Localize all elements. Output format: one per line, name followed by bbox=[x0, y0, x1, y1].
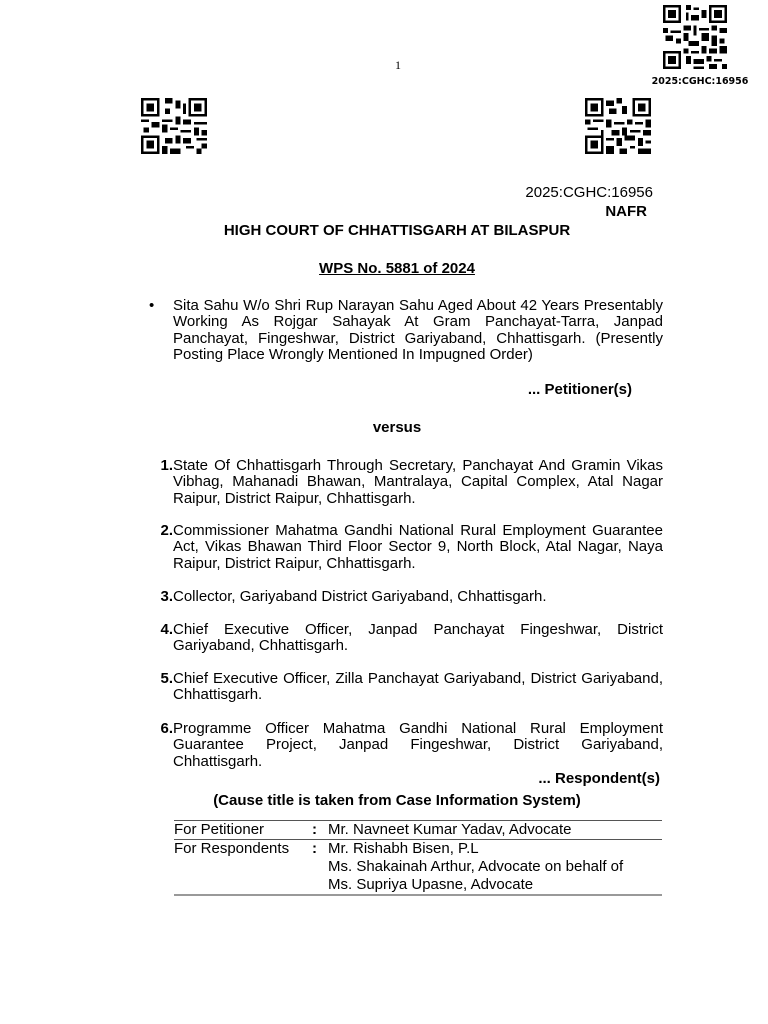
respondent-entry bbox=[145, 458, 663, 507]
item-number: 2. bbox=[160, 522, 173, 539]
respondent-text: Commissioner Mahatma Gandhi National Rural Employment Guarantee Act, Vikas Bhawan Third Floor Sector 9, North Block, Atal Nagar, Naya Raipur, District Raipur, Chhattisgarh. bbox=[173, 522, 663, 572]
respondent-text: Chief Executive Officer, Zilla Panchayat Gariyaband, District Gariyaband, Chhattisgarh. bbox=[173, 670, 663, 704]
petitioner-role: ... Petitioner(s) bbox=[527, 381, 632, 398]
respondent-entry bbox=[145, 589, 663, 605]
counsel-name: Mr. Navneet Kumar Yadav, Advocate bbox=[328, 821, 572, 838]
respondent-role: ... Respondent(s) bbox=[538, 770, 660, 787]
respondent-text: Collector, Gariyaband District Gariyaband, Chhattisgarh. bbox=[173, 588, 547, 605]
qr-code-left bbox=[141, 98, 207, 154]
respondent-entry bbox=[145, 721, 663, 770]
qr-code-right bbox=[585, 98, 651, 154]
counsel-name: Mr. Rishabh Bisen, P.L bbox=[328, 840, 479, 857]
court-title: HIGH COURT OF CHHATTISGARH AT BILASPUR bbox=[223, 222, 571, 239]
cause-title-note: (Cause title is taken from Case Information System) bbox=[213, 792, 581, 809]
qr-code-top-right bbox=[663, 5, 727, 69]
respondent-entry bbox=[145, 523, 663, 572]
neutral-citation-small: 2025:CGHC:16956 bbox=[651, 76, 749, 87]
counsel-colon: : bbox=[312, 821, 317, 838]
petitioner-text: Sita Sahu W/o Shri Rup Narayan Sahu Aged About 42 Years Presentably Working As Rojgar Sahayak At Gram Panchayat-Tarra, Janpad Panchayat, Fingeshwar, District Gariyaband, Chhattisgarh. (Presently Posting Place Wrongly Mentioned In Impugned Order) bbox=[173, 297, 663, 364]
respondent-text: Programme Officer Mahatma Gandhi National Rural Employment Guarantee Project, Janpad Fingeshwar, District Gariyaband, Chhattisgarh. bbox=[173, 720, 663, 770]
petitioner-entry bbox=[145, 298, 663, 364]
counsel-name: Ms. Shakainah Arthur, Advocate on behalf of bbox=[328, 858, 624, 875]
counsel-name: Ms. Supriya Upasne, Advocate bbox=[328, 876, 534, 893]
nafr-label: NAFR bbox=[605, 203, 647, 220]
counsel-names bbox=[328, 821, 662, 839]
respondent-text: Chief Executive Officer, Janpad Panchayat Fingeshwar, District Gariyaband, Chhattisgarh. bbox=[173, 621, 663, 655]
item-number: 1. bbox=[160, 457, 173, 474]
counsel-label: For Petitioner bbox=[174, 821, 265, 838]
respondent-entry bbox=[145, 671, 663, 704]
counsel-colon: : bbox=[312, 840, 317, 857]
case-number: WPS No. 5881 of 2024 bbox=[319, 260, 475, 277]
respondent-entry bbox=[145, 622, 663, 655]
counsel-names bbox=[328, 840, 662, 894]
counsel-table bbox=[174, 820, 662, 896]
versus-label: versus bbox=[372, 419, 422, 436]
item-number: 3. bbox=[160, 588, 173, 605]
neutral-citation: 2025:CGHC:16956 bbox=[525, 184, 653, 201]
item-number: 5. bbox=[160, 670, 173, 687]
bullet-marker: • bbox=[149, 297, 155, 314]
page-number: 1 bbox=[395, 58, 401, 72]
counsel-label: For Respondents bbox=[174, 840, 290, 857]
counsel-row-respondents bbox=[174, 840, 662, 894]
item-number: 4. bbox=[160, 621, 173, 638]
counsel-row-petitioner bbox=[174, 821, 662, 840]
respondent-text: State Of Chhattisgarh Through Secretary, Panchayat And Gramin Vikas Vibhag, Mahanadi Bhawan, Mantralaya, Capital Complex, Atal Nagar Raipur, District Raipur, Chhattisgarh. bbox=[173, 457, 663, 507]
item-number: 6. bbox=[160, 720, 173, 737]
